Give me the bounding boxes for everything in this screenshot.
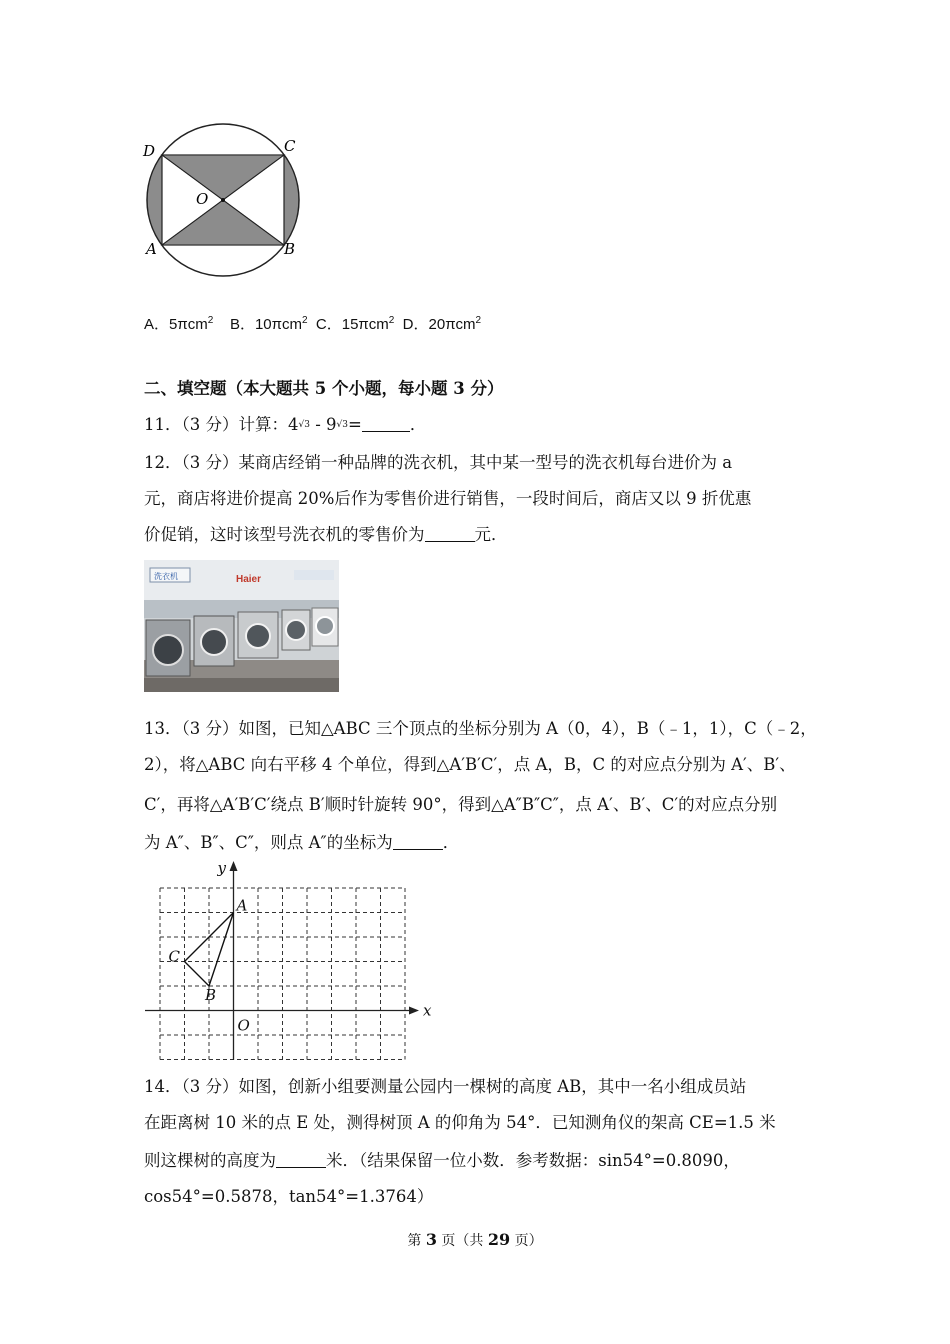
question-13-line3: C′，再将△A′B′C′绕点 B′顺时针旋转 90°，得到△A″B″C″，点 A′、B′、C′的对应点分别 (144, 795, 778, 814)
y-axis-arrow (230, 861, 238, 871)
section-heading: 二、填空题（本大题共 5 个小题，每小题 3 分） (144, 379, 504, 398)
washing-machine (238, 612, 278, 658)
left-segment (147, 155, 162, 245)
option-b: B．10πcm$^2$ (229, 315, 308, 333)
question-13-line2: 2），将△ABC 向右平移 4 个单位，得到△A′B′C′，点 A，B，C 的对应点分别为 A′、B′、 (144, 755, 796, 774)
question-14-line2: 在距离树 10 米的点 E 处，测得树顶 A 的仰角为 54°．已知测角仪的架高 CE=1.5 米 (144, 1113, 776, 1132)
label-o: O (237, 1016, 250, 1035)
answer-blank[interactable] (393, 833, 443, 850)
washing-machine (194, 616, 234, 666)
question-12-line1: 12．（3 分）某商店经销一种品牌的洗衣机，其中某一型号的洗衣机每台进价为 a (144, 453, 733, 472)
label-c: C (284, 137, 296, 155)
label-c: C (168, 947, 180, 966)
option-d: D．20πcm$^2$ (402, 315, 482, 333)
answer-blank[interactable] (276, 1151, 326, 1168)
washing-machine (146, 620, 190, 676)
label-b: B (284, 240, 296, 258)
answer-blank[interactable] (362, 415, 410, 432)
answer-blank[interactable] (425, 525, 475, 542)
brand-sign: Haier (236, 574, 262, 585)
label-b: B (205, 986, 217, 1004)
label-a: A (146, 240, 157, 258)
question-14-line4: cos54°=0.5878，tan54°=1.3764） (144, 1187, 434, 1206)
question-14-line1: 14．（3 分）如图，创新小组要测量公园内一棵树的高度 AB，其中一名小组成员站 (144, 1077, 747, 1096)
page-total: 29 (487, 1230, 511, 1249)
question-13-line1: 13．（3 分）如图，已知△ABC 三个顶点的坐标分别为 A（0，4），B（﹣1，1），C（﹣2， (144, 719, 817, 738)
label-x: x (423, 1001, 432, 1020)
center-point (221, 198, 225, 202)
question-12-line3: 价促销，这时该型号洗衣机的零售价为 元． (144, 525, 508, 544)
shop-sign: 洗衣机 (154, 572, 178, 581)
circle-rectangle-figure (140, 120, 310, 280)
question-11: 11．（3 分）计算：4√3 - 9√3= ． (144, 415, 427, 434)
label-o: O (196, 190, 209, 208)
washing-machine (282, 610, 310, 650)
question-12-line2: 元，商店将进价提高 20%后作为零售价进行销售，一段时间后，商店又以 9 折优惠 (144, 489, 752, 508)
coordinate-grid-figure (140, 855, 440, 1060)
washing-machine-photo (144, 560, 339, 692)
label-y: y (217, 859, 226, 877)
right-segment (284, 155, 299, 245)
question-13-line4: 为 A″、B″、C″，则点 A″的坐标为 ． (144, 833, 460, 852)
label-a: A (236, 896, 248, 915)
x-axis-arrow (409, 1007, 419, 1015)
label-d: D (143, 142, 156, 160)
question-14-line3: 则这棵树的高度为 米．（结果保留一位小数．参考数据：sin54°=0.8090， (144, 1151, 740, 1170)
q10-options (144, 310, 481, 336)
page-footer: 第 3 页（共 29 页） (407, 1230, 543, 1249)
page-number: 3 (425, 1230, 437, 1249)
option-c: C．15πcm$^2$ (315, 315, 395, 333)
washing-machine (312, 608, 338, 646)
option-a: A．5πcm$^2$ (144, 315, 214, 333)
